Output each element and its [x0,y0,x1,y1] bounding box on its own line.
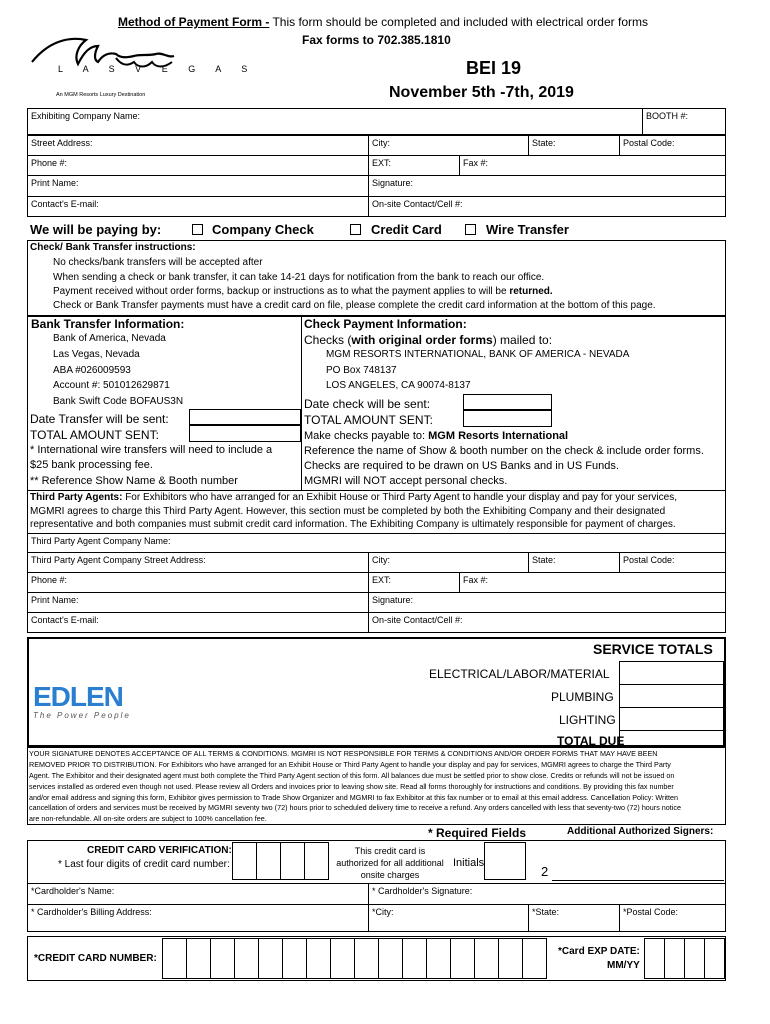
tp-email-label: Contact's E-mail: [31,615,99,625]
bank-note-2: $25 bank processing fee. [30,459,153,471]
bank-note-1: * International wire transfers will need to include a [30,444,273,456]
bank-amount-label: TOTAL AMOUNT SENT: [30,428,159,442]
last-four-digit-1[interactable] [232,842,257,880]
total-due-label: TOTAL DUE [557,734,625,748]
bank-date-label: Date Transfer will be sent: [30,412,169,426]
card-number-digit-7[interactable] [306,938,331,979]
onsite-field[interactable] [368,196,726,217]
form-subtitle: This form should be completed and included with electrical order forms [272,15,648,29]
signature-field[interactable] [368,175,726,197]
terms-line-3: Agent. The Exhibitor and their designated agent must both complete the Third Party Agent section of this form. All balances due must be settled prior to show close. Credits or refunds will not be issued on [29,771,675,780]
booth-label: BOOTH #: [646,111,689,121]
third-party-line-1 [30,492,677,503]
plumbing-input[interactable] [619,684,724,708]
check-payee: MGM RESORTS INTERNATIONAL, BANK OF AMERICA - NEVADA [326,349,630,360]
card-number-digit-12[interactable] [426,938,451,979]
plumbing-label: PLUMBING [551,690,614,704]
check-date-label: Date check will be sent: [304,397,431,411]
check-us-banks: Checks are required to be drawn on US Banks and in US Funds. [304,460,619,472]
required-fields-label: * Required Fields [428,826,527,840]
bank-note-3: ** Reference Show Name & Booth number [30,475,238,487]
check-city: LOS ANGELES, CA 90074-8137 [326,380,471,391]
tp-ext-field[interactable] [368,572,460,593]
tp-fax-label: Fax #: [463,575,489,585]
card-postal-field[interactable] [619,904,726,932]
bank-account: Account #: 501012629871 [53,380,170,391]
tp-postal-label: Postal Code: [623,555,675,565]
check-mailed-b: with original order forms [351,333,493,347]
bank-aba: ABA #026009593 [53,365,131,376]
company-name-label: Exhibiting Company Name: [31,111,141,121]
print-name-field[interactable] [27,175,369,197]
cardholder-name-label: *Cardholder's Name: [31,886,115,896]
booth-field[interactable] [642,108,726,135]
tp-state-field[interactable] [528,552,620,573]
exp-digit-1[interactable] [644,938,665,979]
form-title: Method of Payment Form - [118,15,270,29]
instructions-line-3a: Payment received without order forms, backup or instructions as to what the payment applies to will be [53,286,507,297]
phone-field[interactable] [27,155,369,176]
signature-label: Signature: [372,178,414,188]
edlen-name: EDLEN [33,681,123,712]
tp-city-label: City: [372,555,390,565]
lighting-input[interactable] [619,707,724,731]
last-four-digit-2[interactable] [256,842,281,880]
check-title: Check Payment Information: [304,317,467,331]
ext-field[interactable] [368,155,460,176]
street-label: Street Address: [31,138,93,148]
tp-phone-label: Phone #: [31,575,68,585]
tp-city-field[interactable] [368,552,529,573]
state-field[interactable] [528,135,620,156]
initials-label: Initials [453,857,485,869]
card-city-label: *City: [372,907,394,917]
check-amount-input[interactable] [463,410,552,427]
tp-street-field[interactable] [27,552,369,573]
check-amount-label: TOTAL AMOUNT SENT: [304,413,433,427]
terms-line-6: cancellation of orders and services must be received by MGMRI seventy two (72) hours prior to scheduled delivery time to receive a refund. Any orders cancelled with less that seventy-two (72) hours notice [29,803,681,812]
lighting-label: LIGHTING [559,713,616,727]
tp-street-label: Third Party Agent Company Street Address: [31,555,206,565]
card-number-label: *CREDIT CARD NUMBER: [34,953,157,964]
tp-company-field[interactable] [27,533,726,553]
check-mailed-a: Checks ( [304,333,352,347]
company-check-checkbox[interactable] [192,224,203,235]
terms-line-1: YOUR SIGNATURE DENOTES ACCEPTANCE OF ALL TERMS & CONDITIONS. MGMRI IS NOT RESPONSIBLE FOR TERMS & CONDITIONS AND/OR ORDER FORMS THAT MAY HAVE BEEN [29,749,658,758]
check-mailed [304,333,552,347]
billing-address-field[interactable] [27,904,369,932]
city-field[interactable] [368,135,529,156]
tp-signature-label: Signature: [372,595,414,605]
card-number-digit-6[interactable] [282,938,307,979]
third-party-text-1: For Exhibitors who have arranged for an Exhibit House or Third Party Agent to handle your display and pay for your services, [125,492,677,503]
wire-transfer-label: Wire Transfer [486,222,569,237]
bank-swift: Bank Swift Code BOFAUS3N [53,396,184,407]
tp-fax-field[interactable] [459,572,726,593]
exp-digit-3[interactable] [684,938,705,979]
card-number-digit-11[interactable] [402,938,427,979]
card-number-digit-9[interactable] [354,938,379,979]
postal-field[interactable] [619,135,726,156]
paying-by-label: We will be paying by: [30,222,162,237]
card-postal-label: *Postal Code: [623,907,679,917]
phone-label: Phone #: [31,158,68,168]
bank-amount-input[interactable] [189,425,301,442]
state-label: State: [532,138,556,148]
initials-input[interactable] [484,842,526,880]
check-date-input[interactable] [463,394,552,410]
cardholder-signature-label: * Cardholder's Signature: [372,886,473,896]
postal-label: Postal Code: [623,138,675,148]
event-name: BEI 19 [466,58,522,78]
terms-line-4: services installed as ordered even though not used. Please review all Orders and invoices prior to leaving show site. Read all forms thoroughly for instructions and conditions. By providing this fax number [29,782,674,791]
instructions-line-2: When sending a check or bank transfer, it can take 14-21 days for notification from the bank to reach our office. [53,272,545,283]
bank-title: Bank Transfer Information: [31,317,185,331]
third-party-line-2: MGMRI agrees to charge this Third Party Agent. However, this section must be completed by both the Exhibiting Company and their designated [30,506,666,517]
card-number-digit-3[interactable] [210,938,235,979]
street-field[interactable] [27,135,369,156]
card-number-digit-5[interactable] [258,938,283,979]
tp-state-label: State: [532,555,556,565]
terms-line-5: and/or email address and signing this form, Exhibitor gives permission to Trade Show Organizer and MGMRI to fax Exhibitor at this fax number or to email at this email address. Cancellation Policy: Written [29,793,679,802]
bank-date-input[interactable] [189,409,301,425]
card-number-digit-14[interactable] [474,938,499,979]
cardholder-signature-field[interactable] [368,883,726,905]
check-payable [304,430,568,442]
terms-line-7: are non-refundable. All on-site orders are subject to 100% cancellation fee. [29,814,267,823]
terms-line-2: REMOVED PRIOR TO DISTRIBUTION. For Exhibitors who have arranged for an Exhibit House or Third Party Agent to handle your display and pay for services, MGMRI agrees to charge the Third Party [29,760,671,769]
city-label: City: [372,138,390,148]
tp-onsite-field[interactable] [368,612,726,633]
check-no-personal: MGMRI will NOT accept personal checks. [304,475,508,487]
bank-name: Bank of America, Nevada [53,333,166,344]
wire-transfer-checkbox[interactable] [465,224,476,235]
credit-card-checkbox[interactable] [350,224,361,235]
email-label: Contact's E-mail: [31,199,99,209]
verification-label: CREDIT CARD VERIFICATION: [87,845,232,856]
card-exp-label: *Card EXP DATE: [558,946,640,957]
event-dates: November 5th -7th, 2019 [389,84,574,101]
billing-address-label: * Cardholder's Billing Address: [31,907,152,917]
fax-label: Fax #: [463,158,489,168]
third-party-title: Third Party Agents: [30,492,123,503]
card-number-digit-10[interactable] [378,938,403,979]
card-number-digit-4[interactable] [234,938,259,979]
cardholder-name-field[interactable] [27,883,369,905]
card-state-field[interactable] [528,904,620,932]
edlen-logo [33,683,131,720]
last-four-digit-4[interactable] [304,842,329,880]
signer-number: 2 [541,864,549,879]
third-party-line-3: representative and both companies must submit credit card information. The Exhibiting Company is ultimately responsible for payment of charges. [30,519,676,530]
tp-company-label: Third Party Agent Company Name: [31,536,171,546]
instructions-returned: returned. [509,286,553,297]
card-number-digit-16[interactable] [522,938,547,979]
edlen-tagline: The Power People [33,711,131,720]
company-check-label: Company Check [212,222,314,237]
last-four-label: * Last four digits of credit card number: [58,859,230,870]
credit-card-label: Credit Card [371,222,442,237]
tp-postal-field[interactable] [619,552,726,573]
instructions-line-3 [53,286,553,297]
check-payable-b: MGM Resorts International [428,430,569,442]
ext-label: EXT: [372,158,392,168]
tp-signature-field[interactable] [368,592,726,613]
company-name-field[interactable] [27,108,643,135]
bank-city: Las Vegas, Nevada [53,349,140,360]
fax-line: Fax forms to 702.385.1810 [302,33,451,47]
card-number-digit-15[interactable] [498,938,523,979]
card-state-label: *State: [532,907,560,917]
instructions-title: Check/ Bank Transfer instructions: [30,242,196,253]
check-mailed-c: ) mailed to: [492,333,553,347]
print-name-label: Print Name: [31,178,79,188]
additional-signers-label: Additional Authorized Signers: [567,826,714,837]
tp-print-name-label: Print Name: [31,595,79,605]
instructions-line-4: Check or Bank Transfer payments must have a credit card on file, please complete the credit card information at the bottom of this page. [53,300,656,311]
authorization-line-1: This credit card is [354,846,426,856]
tp-print-name-field[interactable] [27,592,369,613]
tp-ext-label: EXT: [372,575,392,585]
card-number-digit-1[interactable] [162,938,187,979]
tp-phone-field[interactable] [27,572,369,593]
instructions-line-1: No checks/bank transfers will be accepted after [53,257,263,268]
card-number-digit-13[interactable] [450,938,475,979]
authorization-text [330,845,450,881]
additional-signer-line[interactable] [552,880,724,881]
electrical-label: ELECTRICAL/LABOR/MATERIAL [429,667,610,681]
check-reference: Reference the name of Show & booth number on the check & include order forms. [304,445,704,457]
exp-digit-4[interactable] [704,938,725,979]
logo-city: L A S V E G A S [58,64,257,74]
card-number-digit-2[interactable] [186,938,211,979]
authorization-line-3: onsite charges [360,870,420,880]
service-totals-title: SERVICE TOTALS [593,641,713,657]
exp-digit-2[interactable] [664,938,685,979]
tp-email-field[interactable] [27,612,369,633]
tp-onsite-label: On-site Contact/Cell #: [372,615,463,625]
authorization-line-2: authorized for all additional [336,858,444,868]
card-city-field[interactable] [368,904,529,932]
card-exp-format: MM/YY [607,960,640,971]
last-four-digit-3[interactable] [280,842,305,880]
total-due-input[interactable] [619,730,724,747]
fax-field[interactable] [459,155,726,176]
card-number-digit-8[interactable] [330,938,355,979]
check-payable-a: Make checks payable to: [304,430,426,442]
logo-tagline: An MGM Resorts Luxury Destination [56,92,146,98]
onsite-label: On-site Contact/Cell #: [372,199,463,209]
form-title-line [118,15,648,29]
email-field[interactable] [27,196,369,217]
check-po-box: PO Box 748137 [326,365,397,376]
electrical-input[interactable] [619,661,724,685]
